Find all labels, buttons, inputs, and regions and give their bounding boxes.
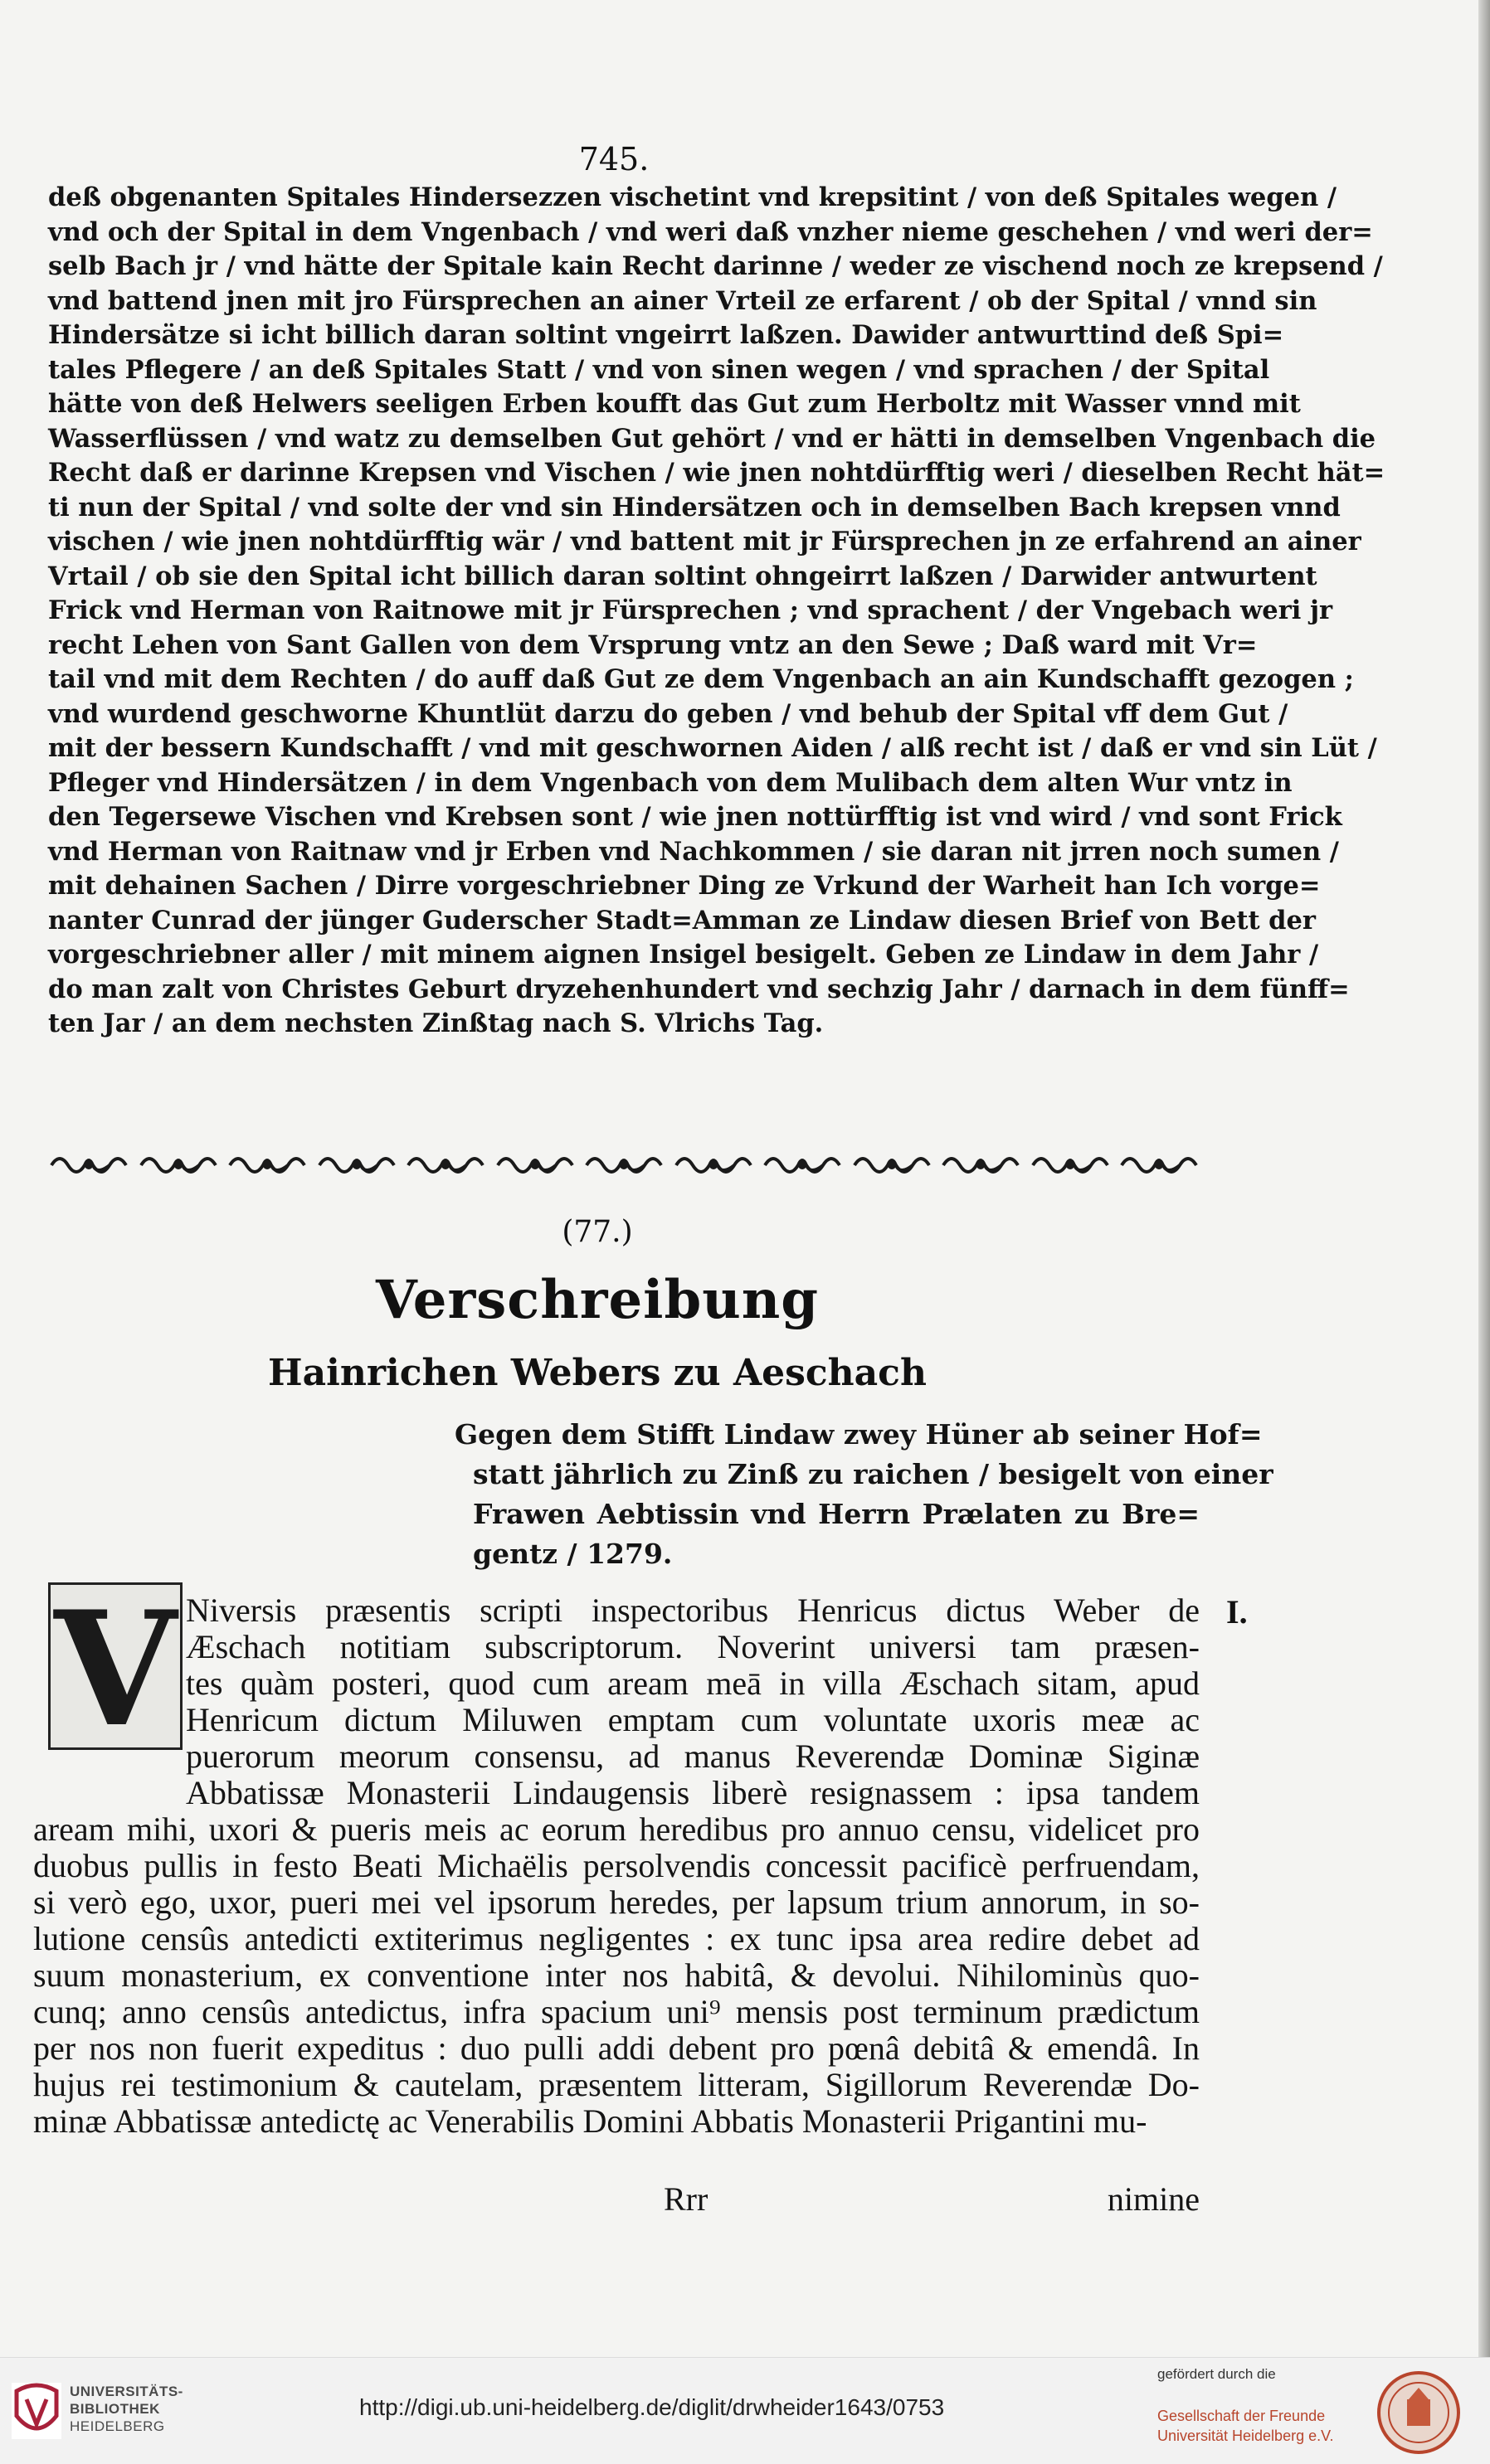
ornament-flourish-icon [940, 1149, 1021, 1182]
text-line: tales Pflegere / an deß Spitales Statt / vnd von sinen wegen / vnd sprachen / der Spital [48, 354, 1270, 385]
ornament-flourish-icon [316, 1149, 397, 1182]
text-line: vnd och der Spital in dem Vngenbach / vnd weri daß vnzher nieme geschehen / vnd weri der= [48, 216, 1373, 247]
text-line: Æschach notitiam subscriptorum. Noverint universi tam præsen- [186, 1628, 1200, 1665]
document-summary [455, 1415, 1273, 1574]
text-line: Hindersätze si icht billich daran soltint vngeirrt laßzen. Dawider antwurttind deß Spi= [48, 320, 1284, 350]
ornament-divider [48, 1145, 1200, 1186]
ornament-flourish-icon [583, 1149, 665, 1182]
ornament-flourish-icon [48, 1149, 129, 1182]
text-line: tail vnd mit dem Rechten / do auff daß Gut ze dem Vngenbach an ain Kundschafft gezogen ; [48, 664, 1354, 694]
document-number: (77.) [562, 1215, 633, 1249]
text-line: Abbatissæ Monasterii Lindaugensis liberè resignassem : ipsa tandem [186, 1774, 1200, 1811]
text-line: den Tegersewe Vischen vnd Krebsen sont / wie jnen nottürfftig ist vnd wird / vnd sont Frick [48, 802, 1342, 832]
text-line: tes quàm posteri, quod cum aream meā in villa Æschach sitam, apud [186, 1665, 1200, 1702]
ornament-flourish-icon [138, 1149, 219, 1182]
text-line: hujus rei testimonium & cautelam, præsentem litteram, Sigillorum Reverendæ Do- [33, 2066, 1200, 2103]
text-line: Frawen Aebtissin vnd Herrn Prælaten zu Bre= [473, 1498, 1200, 1530]
library-name-line: UNIVERSITÄTS- [70, 2384, 183, 2399]
text-line: suum monasterium, ex conventione inter nos habitâ, & devolui. Nihilominùs quo- [33, 1956, 1200, 1994]
text-line: per nos non fuerit expeditus : duo pulli addi debent pro pœnâ debitâ & emendâ. In [33, 2029, 1200, 2067]
text-line: Recht daß er darinne Krepsen vnd Vischen / wie jnen nohtdürfftig weri / dieselben Recht hät= [48, 458, 1385, 488]
ornament-flourish-icon [1030, 1149, 1111, 1182]
margin-note: I. [1226, 1593, 1248, 1631]
library-name-line: BIBLIOTHEK [70, 2401, 160, 2417]
text-line: do man zalt von Christes Geburt dryzehenhundert vnd sechzig Jahr / darnach in dem fünff= [48, 974, 1350, 1004]
viewer-footer [0, 2357, 1490, 2464]
catchword: nimine [1107, 2180, 1200, 2218]
text-line: gentz / 1279. [473, 1538, 673, 1570]
text-line: mit der bessern Kundschafft / vnd mit geschwornen Aiden / alß recht ist / daß er vnd sin Lüt / [48, 733, 1377, 763]
text-line: si verò ego, uxor, pueri mei vel ipsorum heredes, per lapsum trium annorum, in so- [33, 1883, 1200, 1921]
text-line: ti nun der Spital / vnd solte der vnd sin Hindersätzen och in demselben Bach krepsen vnnd [48, 492, 1341, 522]
text-line: Niversis præsentis scripti inspectoribus Henricus dictus Weber de [186, 1592, 1200, 1629]
text-line: vischen / wie jnen nohtdürfftig wär / vnd battent mit jr Fürsprechen jn ze erfahrend an ainer [48, 527, 1361, 556]
text-line: cunq; anno censûs antedictus, infra spacium uni⁹ mensis post terminum prædictum [33, 1993, 1200, 2030]
text-line: ten Jar / an dem nechsten Zinßtag nach S. Vlrichs Tag. [48, 1008, 824, 1038]
text-line: aream mihi, uxori & pueris meis ac eorum heredibus pro annuo censu, videlicet pro [33, 1810, 1200, 1848]
ornament-flourish-icon [851, 1149, 932, 1182]
text-line: vnd Herman von Raitnaw vnd jr Erben vnd Nachkommen / sie daran nit jrren noch sumen / [48, 836, 1339, 867]
initial-letter: V [54, 1577, 177, 1762]
text-line: statt jährlich zu Zinß zu raichen / besigelt von einer [473, 1458, 1273, 1490]
page-edge-shadow [1478, 0, 1490, 2357]
text-line: duobus pullis in festo Beati Michaëlis persolvendis concessit pacificè perfruendam, [33, 1847, 1200, 1884]
ornament-flourish-icon [1118, 1149, 1200, 1182]
text-line: selb Bach jr / vnd hätte der Spitale kain Recht darinne / weder ze vischend noch ze krepsend / [48, 251, 1383, 281]
latin-text-block [33, 1592, 1200, 2140]
ornament-flourish-icon [226, 1149, 308, 1182]
text-line: vnd battend jnen mit jro Fürsprechen an ainer Vrteil ze erfarent / ob der Spital / vnnd sin [48, 285, 1317, 316]
funded-by-text: gefördert durch die [1157, 2366, 1276, 2382]
text-line: recht Lehen von Sant Gallen von dem Vrsprung vntz an den Sewe ; Daß ward mit Vr= [48, 629, 1258, 660]
fraktur-text-block [48, 181, 1385, 1042]
page-number: 745. [578, 141, 650, 177]
text-line: Henricum dictum Miluwen emptam cum voluntate uxoris meæ ac [186, 1701, 1200, 1738]
text-line: nanter Cunrad der jünger Guderscher Stadt=Amman ze Lindaw diesen Brief von Bett der [48, 905, 1316, 936]
society-name[interactable] [1157, 2406, 1333, 2446]
text-line: Frick vnd Herman von Raitnowe mit jr Fürsprechen ; vnd sprachent / der Vngebach weri jr [48, 595, 1333, 625]
society-name-line: Universität Heidelberg e.V. [1157, 2428, 1334, 2444]
ornament-flourish-icon [405, 1149, 486, 1182]
text-line: Wasserflüssen / vnd watz zu demselben Gut gehört / vnd er hätti in demselben Vngenbach die [48, 423, 1376, 454]
text-line: Gegen dem Stifft Lindaw zwey Hüner ab seiner Hof= [455, 1418, 1263, 1451]
text-line: vorgeschriebner aller / mit minem aignen Insigel besigelt. Geben ze Lindaw in dem Jahr / [48, 940, 1319, 970]
text-line: vnd wurdend geschworne Khuntlüt darzu do geben / vnd behub der Spital vff dem Gut / [48, 698, 1288, 729]
signature-mark: Rrr [664, 2180, 708, 2218]
library-name [70, 2383, 183, 2435]
text-line: mit dehainen Sachen / Dirre vorgeschriebner Ding ze Vrkund der Warheit han Ich vorge= [48, 871, 1321, 901]
ornament-flourish-icon [494, 1149, 576, 1182]
text-line: Vrtail / ob sie den Spital icht billich daran soltint ohngeirrt laßzen / Darwider antwurtent [48, 561, 1317, 591]
text-line: lutione censûs antedicti extiterimus negligentes : ex tunc ipsa area redire debet ad [33, 1920, 1200, 1957]
text-line: puerorum meorum consensu, ad manus Reverendæ Dominæ Siginæ [186, 1737, 1200, 1775]
text-line: minæ Abbatissæ antedictę ac Venerabilis Domini Abbatis Monasterii Prigantini mu- [33, 2102, 1147, 2140]
document-subtitle: Hainrichen Webers zu Aeschach [268, 1352, 927, 1394]
permalink-url[interactable]: http://digi.ub.uni-heidelberg.de/diglit/drwheider1643/0753 [359, 2394, 945, 2420]
page-foot-row [33, 2180, 1200, 2221]
society-name-line: Gesellschaft der Freunde [1157, 2408, 1326, 2424]
text-line: deß obgenanten Spitales Hindersezzen vischetint vnd krepsitint / von deß Spitales wegen / [48, 182, 1337, 212]
document-title: Verschreibung [375, 1269, 820, 1331]
society-seal-icon [1371, 2369, 1467, 2456]
ornament-flourish-icon [762, 1149, 843, 1182]
university-library-logo-icon[interactable] [12, 2383, 61, 2439]
ornament-flourish-icon [673, 1149, 754, 1182]
text-line: hätte von deß Helwers seeligen Erben koufft das Gut zum Herboltz mit Wasser vnnd mit [48, 389, 1301, 419]
text-line: Pfleger vnd Hindersätzen / in dem Vngenbach von dem Mulibach dem alten Wur vntz in [48, 767, 1293, 798]
library-name-line: HEIDELBERG [70, 2418, 165, 2434]
